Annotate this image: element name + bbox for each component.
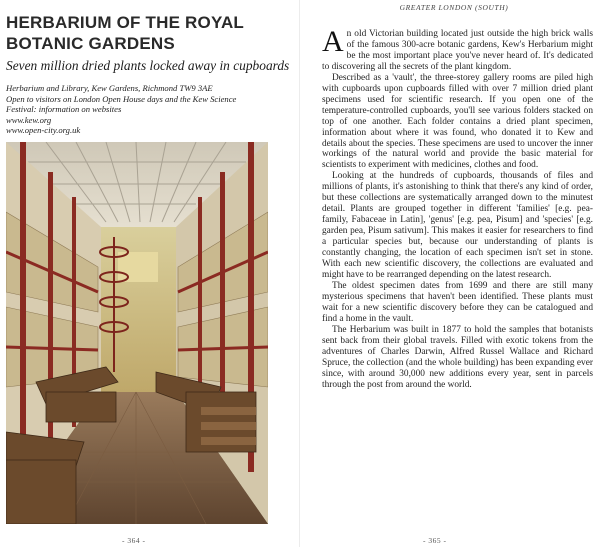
paragraph-1: [322, 25, 593, 73]
drop-cap: A: [322, 25, 344, 58]
info-festival: Festival: information on websites: [6, 104, 122, 115]
paragraph-1-text: n old Victorian building located just outside the high brick walls of the famous 300-acre botanic gardens, Kew's Herbarium might be the most important place you've never heard of. It's dedicated to discovering all the secrets of the plant kingdom.: [322, 29, 593, 72]
right-page: [300, 0, 600, 547]
info-address: Herbarium and Library, Kew Gardens, Richmond TW9 3AE: [6, 83, 213, 93]
info-opening: Open to visitors on London Open House days and the Kew Science: [6, 93, 237, 104]
paragraph-4: The oldest specimen dates from 1699 and there are still many mysterious specimens that haven't been identified. These plants must wait for a new scientific discovery before they can be catalogued and find a home in the vault.: [322, 280, 593, 324]
paragraph-3: Looking at the hundreds of cupboards, thousands of files and millions of plants, it's astonishing to think that there's any kind of order, but these collections are systematically arranged down to the minutest detail. Plants are grouped together in different 'families' [e.g. pea-family, Fabaceae in Latin], 'genus' [e.g. pea, Pisum] and 'species' [e.g. garden pea, Pisum sativum]. This makes it easier for researchers to find a particular species but, because our understanding of plants is constantly changing, the location of each specimen isn't set in stone. With each new scientific discovery, the collections are evaluated and might have to be rearranged depending on the latest research.: [322, 171, 593, 280]
info-website-kew: www.kew.org: [6, 114, 52, 125]
subtitle: Seven million dried plants locked away in cupboards: [6, 58, 290, 73]
title-line-1: HERBARIUM OF THE ROYAL: [6, 13, 245, 32]
page-title: [6, 12, 294, 54]
page-number: - 365 -: [423, 536, 447, 545]
page-number: - 364 -: [122, 536, 146, 545]
visitor-info: [6, 83, 296, 136]
paragraph-5: The Herbarium was built in 1877 to hold the samples that botanists sent back from their global travels. Filled with exotic tokens from the adventures of Charles Darwin, Alfred Russel Wallace and Richard Spruce, the collection (and the whole building) has been expanding ever since, with around 30,000 new additions every year, sent in parcels through the post from around the world.: [322, 324, 593, 390]
herbarium-photo: [6, 142, 268, 524]
paragraph-2: Described as a 'vault', the three-storey gallery rooms are piled high with cupboards upon cupboards filled with over 7 million dried plant specimens used for scientific research. If you open one of the temperature-controlled cupboards, you'll see various folders stacked on top of one another. Each folder contains a dried plant specimen, information about where it was found, who donated it to Kew and details about the species. These specimens are used to uncover the inner workings of the natural world and provide the basic material for scientists to experiment with medicines, clothes and food.: [322, 72, 593, 171]
article-body: [322, 25, 593, 390]
title-line-2: BOTANIC GARDENS: [6, 34, 175, 53]
running-head: GREATER LONDON (SOUTH): [399, 3, 509, 12]
info-website-opencity: www.open-city.org.uk: [6, 125, 81, 136]
